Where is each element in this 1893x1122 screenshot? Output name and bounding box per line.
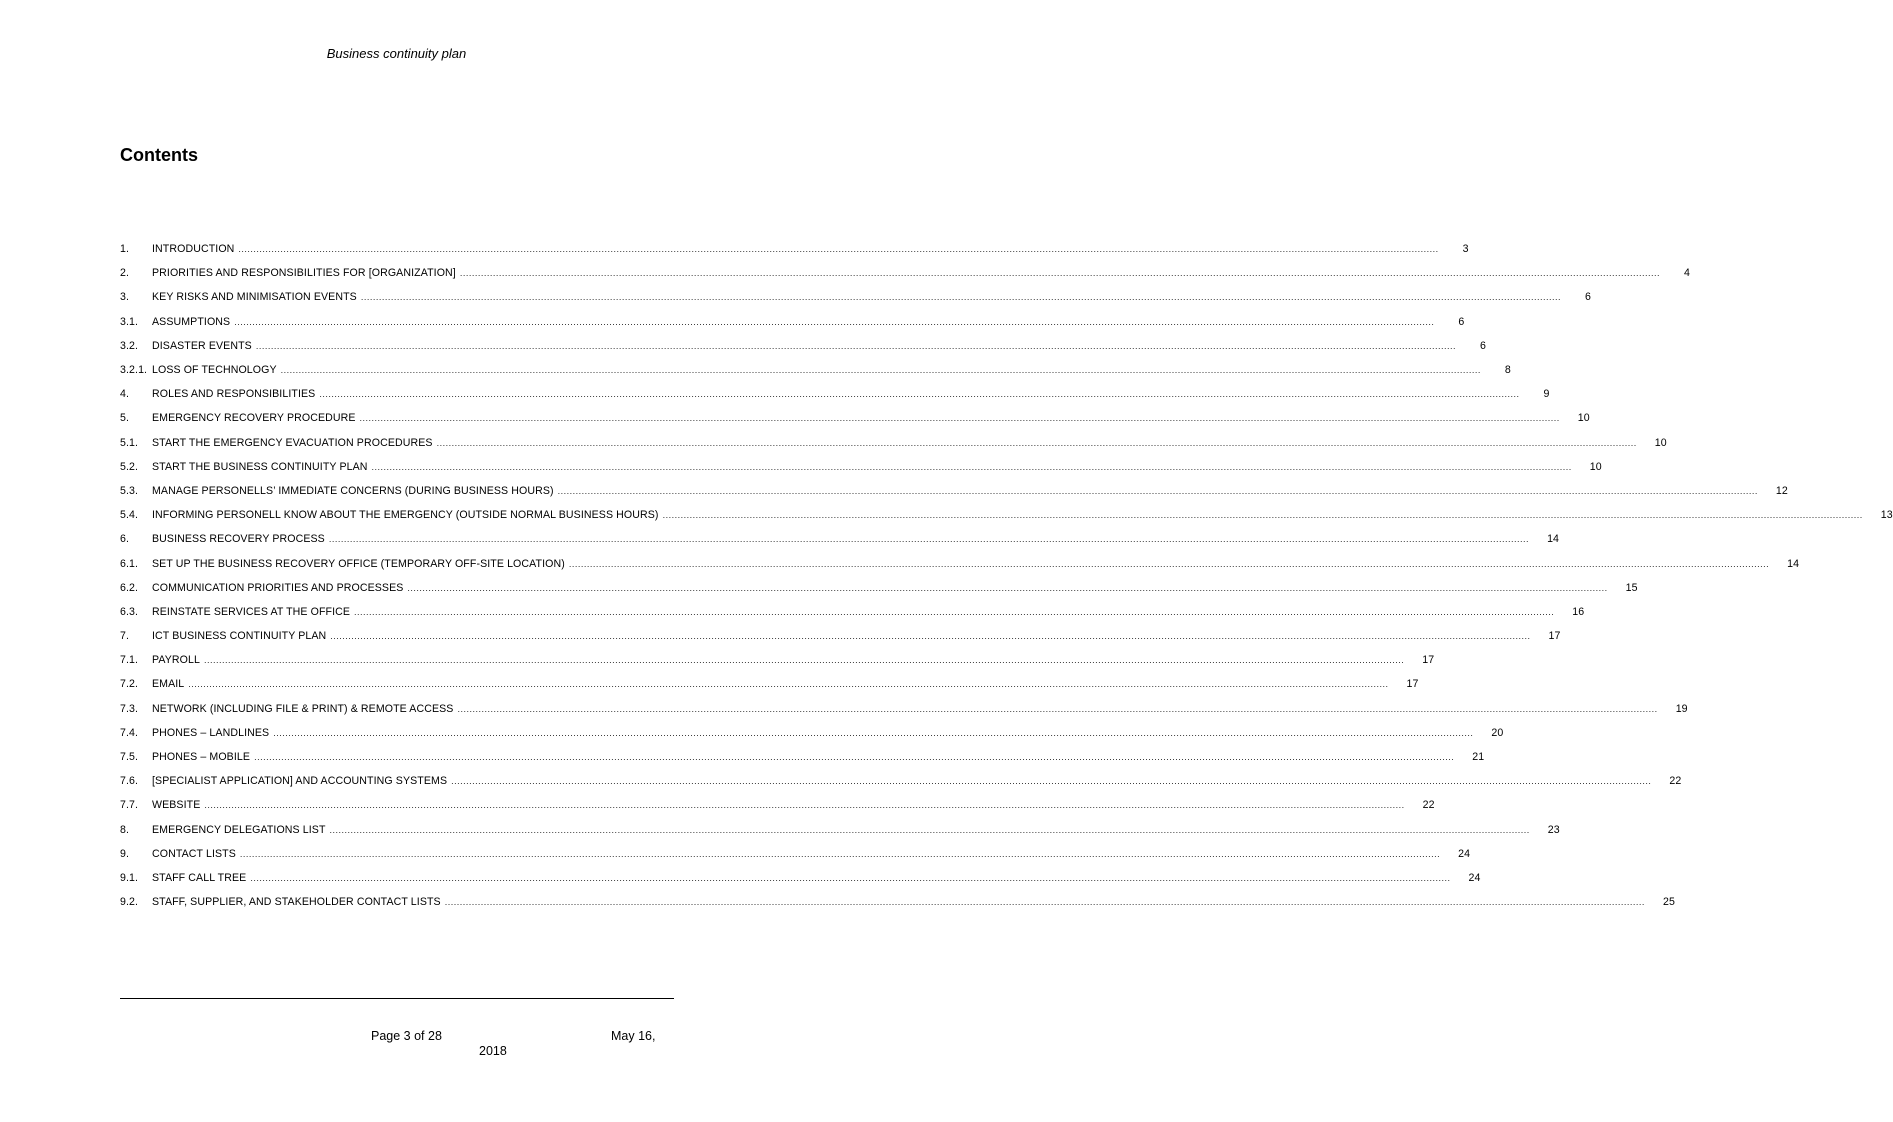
- footer-page-number: Page 3 of 28: [371, 1029, 442, 1043]
- toc-entry-number: 7.: [120, 630, 130, 643]
- toc-entry-number: 4.: [120, 388, 130, 401]
- toc-entry-page: 22: [1669, 775, 1682, 788]
- toc-entry-number: 6.2.: [120, 581, 139, 594]
- toc-entry[interactable]: [120, 382, 1550, 406]
- toc-dot-leader: ................................................................................................................................................................................................................................................................................................................................................................................................................: [204, 800, 1405, 811]
- toc-entry[interactable]: [120, 479, 1788, 503]
- toc-entry-title[interactable]: EMAIL: [152, 678, 185, 691]
- toc-entry-number: 5.1.: [120, 436, 139, 449]
- toc-entry[interactable]: [120, 358, 1511, 382]
- table-of-contents: [120, 237, 1893, 914]
- toc-entry-number: 3.2.: [120, 339, 139, 352]
- toc-entry-page: 6: [1585, 291, 1592, 304]
- toc-entry[interactable]: [120, 842, 1471, 866]
- toc-entry-number: 5.: [120, 412, 130, 425]
- toc-entry-number: 9.1.: [120, 871, 139, 884]
- toc-dot-leader: ................................................................................................................................................................................................................................................................................................................................................................................................................: [204, 655, 1405, 666]
- toc-entry-page: 16: [1572, 605, 1585, 618]
- toc-entry[interactable]: [120, 600, 1585, 624]
- toc-dot-leader: ................................................................................................................................................................................................................................................................................................................................................................................................................: [280, 365, 1481, 376]
- toc-dot-leader: ................................................................................................................................................................................................................................................................................................................................................................................................................: [360, 292, 1562, 303]
- toc-entry-title[interactable]: PHONES – MOBILE: [152, 751, 251, 764]
- toc-dot-leader: ................................................................................................................................................................................................................................................................................................................................................................................................................: [188, 679, 1389, 690]
- toc-dot-leader: ................................................................................................................................................................................................................................................................................................................................................................................................................: [407, 582, 1608, 593]
- toc-entry[interactable]: [120, 406, 1590, 430]
- toc-entry-title[interactable]: EMERGENCY DELEGATIONS LIST: [152, 823, 326, 836]
- toc-entry[interactable]: [120, 237, 1469, 261]
- toc-entry-number: 9.: [120, 847, 130, 860]
- toc-entry[interactable]: [120, 503, 1893, 527]
- toc-entry-number: 7.2.: [120, 678, 139, 691]
- toc-entry-number: 1.: [120, 243, 130, 256]
- toc-entry-number: 7.5.: [120, 751, 139, 764]
- toc-entry-page: 9: [1543, 388, 1550, 401]
- toc-entry-title[interactable]: ROLES AND RESPONSIBILITIES: [152, 388, 316, 401]
- toc-entry-title[interactable]: BUSINESS RECOVERY PROCESS: [152, 533, 325, 546]
- toc-dot-leader: ................................................................................................................................................................................................................................................................................................................................................................................................................: [255, 340, 1457, 351]
- toc-entry-number: 6.: [120, 533, 130, 546]
- toc-entry-title[interactable]: [SPECIALIST APPLICATION] AND ACCOUNTING SYSTEMS: [152, 775, 448, 788]
- footer-divider: [120, 998, 674, 999]
- toc-entry-number: 9.2.: [120, 896, 139, 909]
- toc-entry-page: 20: [1491, 726, 1504, 739]
- toc-entry-title[interactable]: WEBSITE: [152, 799, 201, 812]
- toc-dot-leader: ................................................................................................................................................................................................................................................................................................................................................................................................................: [354, 606, 1555, 617]
- toc-entry-title[interactable]: START THE BUSINESS CONTINUITY PLAN: [152, 460, 368, 473]
- toc-dot-leader: ................................................................................................................................................................................................................................................................................................................................................................................................................: [234, 316, 1435, 327]
- toc-entry-page: 13: [1880, 509, 1893, 522]
- toc-dot-leader: ................................................................................................................................................................................................................................................................................................................................................................................................................: [436, 437, 1637, 448]
- toc-entry-number: 2.: [120, 267, 130, 280]
- toc-entry-page: 10: [1589, 460, 1602, 473]
- toc-entry-title[interactable]: INFORMING PERSONELL KNOW ABOUT THE EMERGENCY (OUTSIDE NORMAL BUSINESS HOURS): [152, 509, 659, 522]
- toc-entry[interactable]: [120, 285, 1592, 309]
- toc-dot-leader: ................................................................................................................................................................................................................................................................................................................................................................................................................: [273, 727, 1474, 738]
- toc-entry[interactable]: [120, 890, 1675, 914]
- toc-entry-page: 24: [1458, 847, 1471, 860]
- toc-entry-page: 21: [1472, 751, 1485, 764]
- toc-dot-leader: ................................................................................................................................................................................................................................................................................................................................................................................................................: [250, 872, 1451, 883]
- toc-entry[interactable]: [120, 745, 1485, 769]
- toc-dot-leader: ................................................................................................................................................................................................................................................................................................................................................................................................................: [239, 848, 1441, 859]
- toc-entry-title[interactable]: EMERGENCY RECOVERY PROCEDURE: [152, 412, 356, 425]
- toc-entry[interactable]: [120, 527, 1560, 551]
- toc-entry[interactable]: [120, 334, 1487, 358]
- toc-entry-page: 23: [1547, 823, 1560, 836]
- toc-entry-title[interactable]: INTRODUCTION: [152, 243, 235, 256]
- toc-entry-page: 15: [1625, 581, 1638, 594]
- toc-entry-title[interactable]: ASSUMPTIONS: [152, 315, 231, 328]
- toc-entry-number: 3.: [120, 291, 130, 304]
- toc-entry-title[interactable]: DISASTER EVENTS: [152, 339, 252, 352]
- toc-entry-title[interactable]: PRIORITIES AND RESPONSIBILITIES FOR [ORGANIZATION]: [152, 267, 456, 280]
- toc-entry-page: 4: [1684, 267, 1691, 280]
- toc-entry-page: 25: [1662, 896, 1675, 909]
- toc-entry-page: 17: [1406, 678, 1419, 691]
- running-header: Business continuity plan: [326, 46, 467, 61]
- toc-entry-number: 7.4.: [120, 726, 139, 739]
- toc-dot-leader: ................................................................................................................................................................................................................................................................................................................................................................................................................: [330, 631, 1531, 642]
- toc-dot-leader: ................................................................................................................................................................................................................................................................................................................................................................................................................: [568, 558, 1770, 569]
- toc-entry-title[interactable]: STAFF CALL TREE: [152, 871, 247, 884]
- toc-entry-page: 17: [1422, 654, 1435, 667]
- toc-entry-title[interactable]: PHONES – LANDLINES: [152, 726, 270, 739]
- toc-entry-page: 10: [1654, 436, 1667, 449]
- toc-dot-leader: ................................................................................................................................................................................................................................................................................................................................................................................................................: [328, 534, 1530, 545]
- toc-entry[interactable]: [120, 455, 1602, 479]
- toc-entry-page: 10: [1577, 412, 1590, 425]
- toc-entry[interactable]: [120, 818, 1560, 842]
- toc-entry[interactable]: [120, 721, 1504, 745]
- toc-entry-title[interactable]: KEY RISKS AND MINIMISATION EVENTS: [152, 291, 357, 304]
- footer-date-line1: May 16,: [611, 1029, 656, 1043]
- toc-entry-page: 12: [1775, 484, 1788, 497]
- toc-entry[interactable]: [120, 672, 1419, 696]
- toc-entry-page: 6: [1480, 339, 1487, 352]
- toc-entry-title[interactable]: SET UP THE BUSINESS RECOVERY OFFICE (TEMPORARY OFF-SITE LOCATION): [152, 557, 565, 570]
- toc-entry-number: 6.3.: [120, 605, 139, 618]
- toc-entry[interactable]: [120, 261, 1691, 285]
- toc-entry[interactable]: [120, 793, 1435, 817]
- toc-entry-title[interactable]: STAFF, SUPPLIER, AND STAKEHOLDER CONTACT LISTS: [152, 896, 441, 909]
- toc-entry-title[interactable]: ICT BUSINESS CONTINUITY PLAN: [152, 630, 327, 643]
- toc-entry-number: 7.7.: [120, 799, 139, 812]
- toc-entry-page: 24: [1468, 871, 1481, 884]
- toc-entry-title[interactable]: NETWORK (INCLUDING FILE & PRINT) & REMOTE ACCESS: [152, 702, 454, 715]
- toc-entry-title[interactable]: LOSS OF TECHNOLOGY: [152, 364, 277, 377]
- toc-entry-title[interactable]: START THE EMERGENCY EVACUATION PROCEDURES: [152, 436, 433, 449]
- toc-entry-number: 5.2.: [120, 460, 139, 473]
- footer-date-line2: 2018: [479, 1044, 507, 1058]
- toc-dot-leader: ................................................................................................................................................................................................................................................................................................................................................................................................................: [444, 897, 1645, 908]
- toc-entry[interactable]: [120, 551, 1800, 575]
- toc-entry[interactable]: [120, 624, 1561, 648]
- toc-entry[interactable]: [120, 310, 1465, 334]
- toc-entry-title[interactable]: REINSTATE SERVICES AT THE OFFICE: [152, 605, 351, 618]
- toc-dot-leader: ................................................................................................................................................................................................................................................................................................................................................................................................................: [662, 510, 1863, 521]
- toc-entry[interactable]: [120, 866, 1481, 890]
- toc-entry[interactable]: [120, 576, 1638, 600]
- toc-dot-leader: ................................................................................................................................................................................................................................................................................................................................................................................................................: [557, 485, 1758, 496]
- toc-entry-number: 8.: [120, 823, 130, 836]
- toc-entry-title[interactable]: MANAGE PERSONELLS’ IMMEDIATE CONCERNS (DURING BUSINESS HOURS): [152, 484, 554, 497]
- toc-entry-number: 7.1.: [120, 654, 139, 667]
- toc-entry-number: 7.6.: [120, 775, 139, 788]
- toc-entry-page: 14: [1787, 557, 1800, 570]
- toc-entry-page: 17: [1548, 630, 1561, 643]
- toc-entry[interactable]: [120, 431, 1667, 455]
- toc-entry[interactable]: [120, 648, 1435, 672]
- toc-entry-title[interactable]: COMMUNICATION PRIORITIES AND PROCESSES: [152, 581, 404, 594]
- toc-dot-leader: ................................................................................................................................................................................................................................................................................................................................................................................................................: [359, 413, 1560, 424]
- toc-entry[interactable]: [120, 769, 1682, 793]
- toc-dot-leader: ................................................................................................................................................................................................................................................................................................................................................................................................................: [319, 389, 1520, 400]
- toc-dot-leader: ................................................................................................................................................................................................................................................................................................................................................................................................................: [238, 244, 1439, 255]
- toc-entry-number: 3.1.: [120, 315, 139, 328]
- toc-dot-leader: ................................................................................................................................................................................................................................................................................................................................................................................................................: [451, 776, 1652, 787]
- toc-dot-leader: ................................................................................................................................................................................................................................................................................................................................................................................................................: [459, 268, 1661, 279]
- toc-entry-number: 3.2.1.: [120, 364, 148, 377]
- toc-entry-title[interactable]: CONTACT LISTS: [152, 847, 236, 860]
- toc-entry-number: 5.4.: [120, 509, 139, 522]
- toc-dot-leader: ................................................................................................................................................................................................................................................................................................................................................................................................................: [329, 824, 1530, 835]
- toc-entry-number: 6.1.: [120, 557, 139, 570]
- toc-entry[interactable]: [120, 697, 1688, 721]
- toc-entry-number: 5.3.: [120, 484, 139, 497]
- toc-entry-page: 22: [1422, 799, 1435, 812]
- toc-dot-leader: ................................................................................................................................................................................................................................................................................................................................................................................................................: [371, 461, 1572, 472]
- toc-entry-page: 3: [1462, 243, 1469, 256]
- toc-entry-page: 6: [1458, 315, 1465, 328]
- toc-entry-title[interactable]: PAYROLL: [152, 654, 200, 667]
- toc-entry-page: 14: [1547, 533, 1560, 546]
- toc-entry-page: 19: [1675, 702, 1688, 715]
- contents-heading: Contents: [120, 145, 198, 165]
- toc-dot-leader: ................................................................................................................................................................................................................................................................................................................................................................................................................: [254, 752, 1455, 763]
- toc-entry-number: 7.3.: [120, 702, 139, 715]
- toc-dot-leader: ................................................................................................................................................................................................................................................................................................................................................................................................................: [457, 703, 1658, 714]
- toc-entry-page: 8: [1504, 364, 1511, 377]
